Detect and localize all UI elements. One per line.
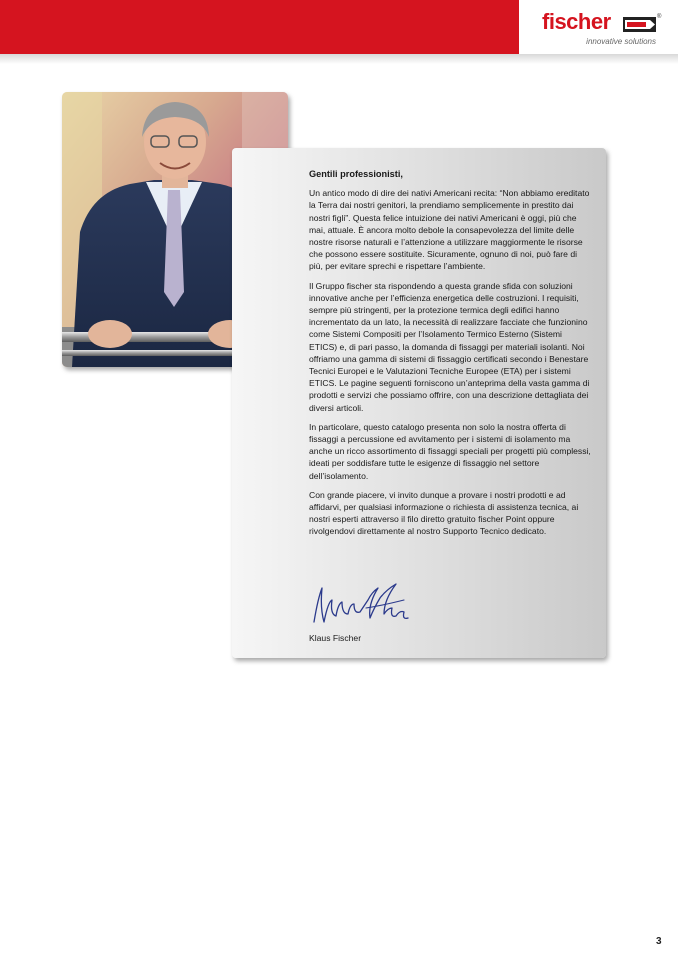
letter-greeting: Gentili professionisti, — [309, 169, 403, 179]
letter-paragraph: Il Gruppo fischer sta rispondendo a questa grande sfida con soluzioni innovative anche per l’efficienza energetica delle costruzioni. I requisiti, sempre più stringenti, per la protezione termica degli edifici hanno incrementato da un lato, la necessità di realizzare facciate che funzionino come Sistemi Compositi per l’Isolamento Termico Esterno (Sistemi ETICS) e, di pari passo, la domanda di fissaggi per materiali isolanti. Noi offriamo una gamma di sistemi di fissaggio certificati secondo i Benestare Tecnici Europei e le Valutazioni Tecniche Europee (ETA) per i sistemi ETICS. Le pagine seguenti forniscono un’anteprima della vasta gamma di prodotti e servizi che possiamo offrire, con una descrizione dettagliata dei diversi articoli. — [309, 280, 590, 413]
brand-wordmark: fischer — [542, 9, 611, 34]
letter-paragraph: Un antico modo di dire dei nativi Americani recita: “Non abbiamo ereditato la Terra dai nostri genitori, la prendiamo semplicemente in prestito dai nostri figli”. Questa felice intuizione dei nativi Americani è oggi, più che mai, attuale. È ancora molto debole la consapevolezza del limite delle nostre risorse naturali e l’attenzione a utilizzare maggiormente le risorse che possono essere sostituite. Sicuramente, ognuno di noi, può fare di più, per evitare sprechi e rispettare l’ambiente. — [309, 188, 590, 272]
letter-paragraph: In particolare, questo catalogo presenta non solo la nostra offerta di fissaggi a percussione ed avvitamento per i sistemi di isolamento ma anche un ricco assortimento di fissaggi speciali per progetti più complessi, ideati per soddisfare tutte le esigenze di fissaggio nel settore dell’isolamento. — [309, 421, 591, 481]
brand-tagline: innovative solutions — [586, 37, 656, 46]
letter-paragraph: Con grande piacere, vi invito dunque a provare i nostri prodotti e ad affidarvi, per qualsiasi informazione o richiesta di assistenza tecnica, ai nostri esperti attraverso il filo diretto gratuito fischer Point oppure rivolgendovi direttamente al nostro Supporto Tecnico dedicato. — [309, 489, 579, 537]
header-red-bar — [0, 0, 519, 54]
handwritten-signature — [308, 578, 418, 633]
signer-name: Klaus Fischer — [309, 633, 362, 643]
letter-body — [309, 168, 591, 545]
brand-logo — [519, 0, 678, 54]
page-number: 3 — [656, 936, 662, 947]
header-shadow — [0, 54, 678, 64]
registered-mark: ® — [657, 14, 662, 20]
anchor-logo-icon — [623, 17, 656, 32]
